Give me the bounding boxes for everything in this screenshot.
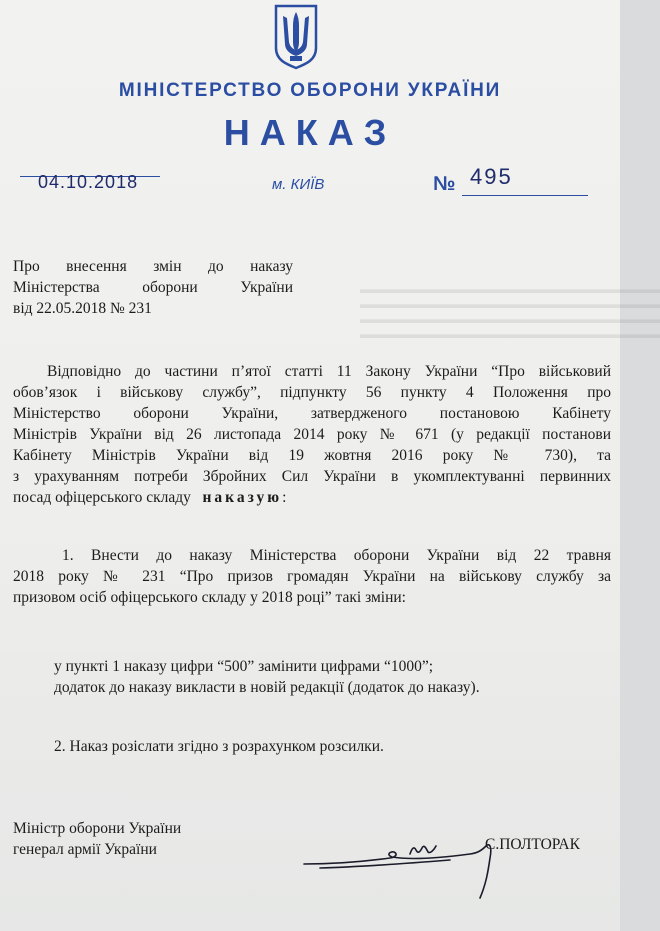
item-1-paragraph <box>13 545 611 608</box>
change-item: у пункті 1 наказу цифри “500” замінити цифрами “1000”; <box>54 658 434 675</box>
trident-emblem-icon <box>272 2 320 70</box>
preamble-paragraph <box>13 361 611 508</box>
bleed-through: ▬▬▬▬▬▬▬▬▬▬▬▬▬▬▬▬▬▬▬▬▬▬▬▬▬ ▬▬▬▬▬▬▬▬▬▬▬▬▬▬▬▬▬▬▬▬▬▬▬▬▬ ▬▬▬▬▬▬▬▬▬▬▬▬▬▬▬▬▬▬▬▬▬▬▬▬▬ ▬▬▬▬▬▬▬▬▬▬▬▬▬▬▬▬▬▬▬▬▬▬▬▬▬ <box>360 282 660 341</box>
preamble-line: з урахуванням потреби Збройних Сил України в укомплектуванні первинних <box>13 468 611 485</box>
signatory-title: Міністр оборони України <box>13 820 182 837</box>
preamble-last-prefix: посад офіцерського складу <box>13 489 191 506</box>
item-1-line: 2018 року № 231 “Про призов громадян України на військову службу за <box>13 568 611 585</box>
subject-line: Про внесення змін до наказу <box>13 258 293 275</box>
signatory-rank: генерал армії України <box>13 841 157 858</box>
item-2-paragraph: 2. Наказ розіслати згідно з розрахунком розсилки. <box>54 738 384 755</box>
number-label: № <box>433 173 456 195</box>
change-item: додаток до наказу викласти в новій редакції (додаток до наказу). <box>54 679 480 696</box>
handwritten-signature <box>300 824 515 904</box>
number-underline <box>462 195 588 196</box>
item-1-line: 1. Внести до наказу Міністерства оборони України від 22 травня <box>62 547 611 564</box>
preamble-line: Міністрів України від 26 листопада 2014 року № 671 (у редакції постанови <box>13 426 611 443</box>
item-1-line: призовом осіб офіцерського складу у 2018 році” такі зміни: <box>13 589 406 606</box>
subject-line: Міністерства оборони України <box>13 279 293 296</box>
signatory-name: С.ПОЛТОРАК <box>485 836 580 853</box>
ministry-name: МІНІСТЕРСТВО ОБОРОНИ УКРАЇНИ <box>118 80 502 101</box>
changes-list <box>54 656 614 698</box>
subject-block <box>13 256 293 319</box>
document-date: 04.10.2018 <box>38 172 139 192</box>
document-number: 495 <box>470 164 513 189</box>
preamble-line: Відповідно до частини п’ятої статті 11 Закону України “Про військовий <box>47 363 611 380</box>
subject-line: від 22.05.2018 № 231 <box>13 300 152 317</box>
signatory-titles <box>13 818 233 860</box>
order-colon: : <box>282 489 287 506</box>
city: м. КИЇВ <box>272 176 325 193</box>
preamble-last-line <box>13 487 611 508</box>
preamble-line: Кабінету Міністрів України від 19 жовтня 2016 року № 730), та <box>13 447 611 464</box>
order-word: наказую <box>202 489 283 506</box>
preamble-line: Міністерство оборони України, затвердженого постановою Кабінету <box>13 405 611 422</box>
preamble-line: обов’язок і військову службу”, підпункту 56 пункту 4 Положення про <box>13 384 611 401</box>
document-type: НАКАЗ <box>223 112 397 153</box>
